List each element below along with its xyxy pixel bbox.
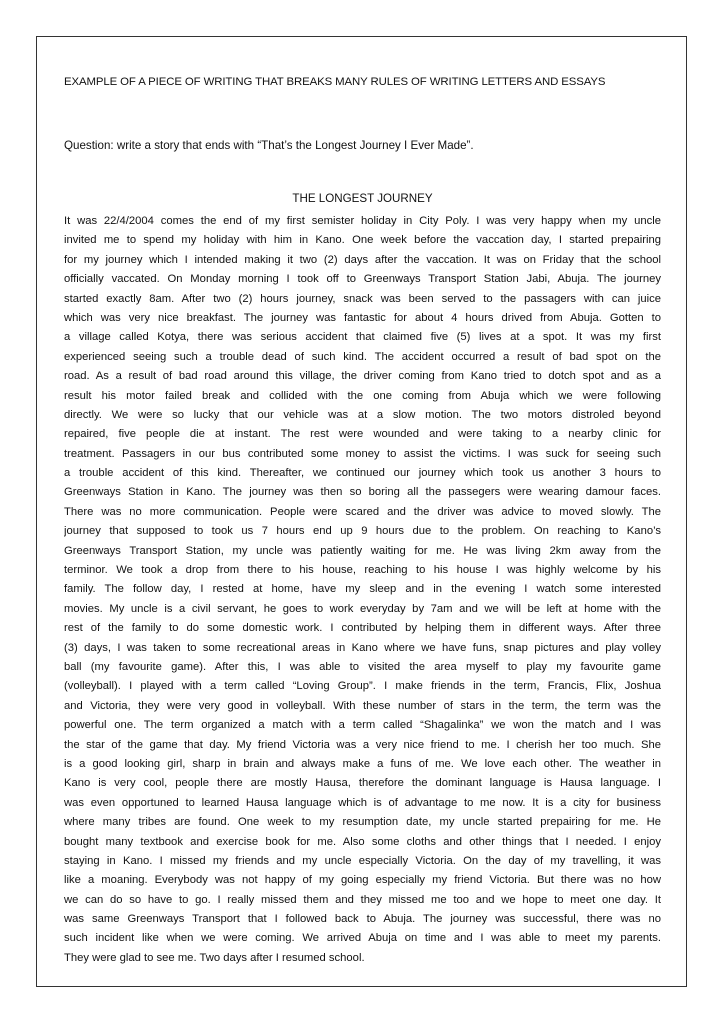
story-line: It was 22/4/2004 comes the end of my first semister holiday in City Poly. I was very happy when my uncle (64, 215, 661, 227)
story-line: was even opportuned to learned Hausa language which is of advantage to me now. It is a city for business (64, 796, 661, 809)
story-line: ball (my favourite game). After this, I was able to visited the area myself to play my favourite game (64, 660, 661, 673)
story-line: experienced seeing such a trouble dead of such kind. The accident occurred a result of bad spot on the (64, 350, 661, 363)
story-line: journey that supposed to took us 7 hours end up 9 hours due to the problem. On reaching to Kano’s (64, 525, 661, 538)
story-line: a trouble accident of this kind. Thereafter, we continued our journey which took us another 3 hours to (64, 467, 661, 480)
story-line: road. As a result of bad road around this village, the driver coming from Kano tried to dotch spot and as a (64, 370, 661, 383)
story-line: They were glad to see me. Two days after I resumed school. (64, 951, 365, 964)
story-line: Greenways Transport Station, my uncle was patiently waiting for me. He was living 2km away from the (64, 544, 661, 557)
story-line: repaired, five people die at instant. The rest were wounded and were taking to a nearby clinic for (64, 428, 661, 441)
story-line: officially vaccated. On Monday morning I took off to Greenways Transport Station Jabi, Abuja. The journey (64, 273, 661, 286)
story-line: directly. We were so lucky that our vehicle was at a slow motion. The two motors distroled beyond (64, 408, 661, 421)
story-line: Greenways Station in Kano. The journey was then so boring all the passegers were wearing damour faces. (64, 486, 661, 499)
story-line: like a moaning. Everybody was not happy of my going especially my friend Victoria. But there was no how (64, 874, 661, 887)
story-line: the star of the game that day. My friend Victoria was a very nice friend to me. I cherish her too much. She (64, 738, 661, 751)
story-body (64, 212, 661, 968)
story-line: started exactly 8am. After two (2) hours journey, snack was been served to the passagers with can juice (64, 292, 661, 305)
question-text: Question: write a story that ends with “That’s the Longest Journey I Ever Made”. (64, 139, 474, 152)
story-line: where many tribes are found. One week to my resumption date, my uncle started prepairing for me. He (64, 816, 661, 829)
story-line: family. The follow day, I rested at home, have my sleep and in the evening I watch some interested (64, 583, 661, 596)
story-line: rest of the family to do some domestic work. I contributed by helping them in different ways. After three (64, 622, 661, 635)
story-line: such incident like when we were coming. We arrived Abuja on time and I was able to meet my parents. (64, 932, 661, 945)
story-line: powerful one. The term organized a match with a term called “Shagalinka” we won the match and I was (64, 719, 661, 732)
story-title: THE LONGEST JOURNEY (292, 192, 433, 205)
story-line: Kano is very cool, people there are mostly Hausa, therefore the dominant language is Hausa language. I (64, 777, 661, 790)
story-line: staying in Kano. I missed my friends and my uncle especially Victoria. On the day of my travelling, it was (64, 854, 661, 867)
story-line: we can do so have to go. I really missed them and they missed me too and we hope to meet one day. It (64, 893, 661, 906)
story-line: result his motor failed break and collided with the one coming from Abuja which we were following (64, 389, 661, 402)
story-line: and Victoria, they were very good in volleyball. With these number of stars in the term, the term was the (64, 699, 661, 712)
story-line: (3) days, I was taken to some recreational areas in Kano where we have funs, snap pictures and play volley (64, 641, 661, 654)
story-line: treatment. Passagers in our bus contributed some money to assist the victims. I was suck for seeing such (64, 447, 661, 460)
story-line: for my journey which I intended making it two (2) days after the vaccation. It was on Friday that the school (64, 253, 661, 266)
story-line: bought many textbook and exercise book for me. Also some cloths and other things that I needed. I enjoy (64, 835, 661, 848)
story-line: was same Greenways Transport that I followed back to Abuja. The journey was successful, there was no (64, 913, 661, 926)
story-line: There was no more communication. People were scared and the driver was advice to moved slowly. The (64, 505, 661, 518)
story-line: movies. My uncle is a civil servant, he goes to work everyday by 7am and we will be left at home with the (64, 602, 661, 615)
story-line: terminor. We took a drop from there to his house, reaching to his house I was highly welcome by his (64, 564, 661, 577)
document-heading: EXAMPLE OF A PIECE OF WRITING THAT BREAKS MANY RULES OF WRITING LETTERS AND ESSAYS (64, 76, 606, 88)
story-line: (volleyball). I played with a term called “Loving Group”. I make friends in the term, Francis, Flix, Joshua (64, 680, 661, 693)
story-line: is a good looking girl, sharp in brain and always make a funs of me. We love each other. The weather in (64, 757, 661, 770)
story-line: which was very nice breakfast. The journey was fantastic for about 4 hours drived from Abuja. Gotten to (64, 311, 661, 324)
story-line: a village called Kotya, there was serious accident that claimed five (5) lives at a spot. It was my first (64, 331, 661, 344)
story-line: invited me to spend my holiday with him in Kano. One week before the vaccation day, I started prepairing (64, 234, 661, 247)
